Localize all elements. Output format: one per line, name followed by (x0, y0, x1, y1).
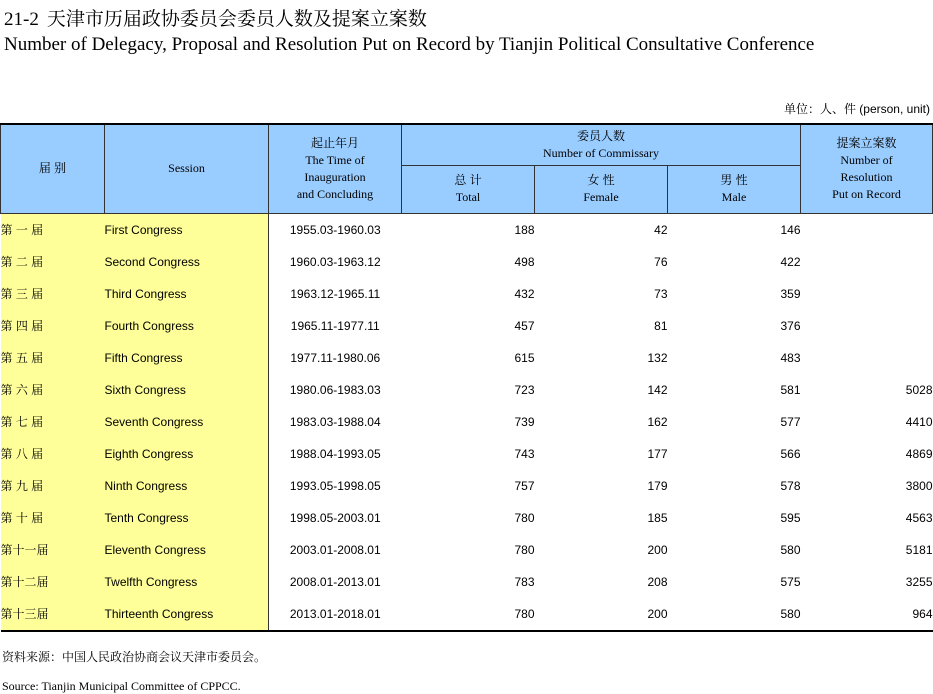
cell-female: 162 (647, 414, 668, 429)
cell-resolution (801, 246, 933, 278)
cell-resolution: 4869 (905, 446, 933, 461)
cell-time: 1965.11-1977.11 (290, 318, 380, 333)
cell-session: Fourth Congress (105, 310, 269, 342)
cell-male: 146 (780, 222, 801, 237)
cell-time: 1955.03-1960.03 (289, 222, 381, 237)
cell-male: 577 (780, 414, 801, 429)
table-row (1, 438, 933, 470)
cell-total: 743 (514, 446, 535, 461)
cell-male: 578 (780, 478, 801, 493)
cell-female: 142 (647, 382, 668, 397)
header-session: Session (105, 124, 269, 213)
header-resolution: 提案立案数 Number of Resolution Put on Record (801, 124, 933, 213)
cell-resolution: 3255 (905, 574, 933, 589)
cell-total: 739 (514, 414, 535, 429)
cell-total: 723 (514, 382, 535, 397)
table-row (1, 406, 933, 438)
source-note-cn: 资料来源：中国人民政治协商会议天津市委员会。 (2, 650, 267, 664)
cell-male: 575 (780, 574, 801, 589)
cell-time: 1998.05-2003.01 (289, 510, 381, 525)
cell-resolution: 3800 (905, 478, 933, 493)
page-title-en: Number of Delegacy, Proposal and Resolution Put on Record by Tianjin Political Consultative Conference (4, 34, 815, 55)
cell-resolution: 964 (801, 598, 933, 631)
cell-time: 1993.05-1998.05 (289, 478, 381, 493)
cell-female: 73 (654, 286, 668, 301)
cell-bie: 第 十 届 (1, 502, 105, 534)
cell-time: 1980.06-1983.03 (289, 382, 381, 397)
table-row (1, 598, 933, 631)
cell-time: 2013.01-2018.01 (269, 598, 402, 631)
cell-female: 132 (647, 350, 668, 365)
header-commissary: 委员人数 Number of Commissary (402, 124, 801, 165)
cell-male: 376 (780, 318, 801, 333)
cell-male: 581 (780, 382, 801, 397)
cell-bie: 第 八 届 (1, 438, 105, 470)
cell-female: 177 (647, 446, 668, 461)
cell-male: 359 (780, 286, 801, 301)
statistics-table (0, 123, 933, 632)
header-total: 总 计 Total (402, 165, 535, 213)
cell-male: 422 (780, 254, 801, 269)
cell-total: 457 (514, 318, 535, 333)
unit-label: 单位：人、件 (person, unit) (783, 102, 930, 116)
title-cn-text: 天津市历届政协委员会委员人数及提案立案数 (46, 9, 427, 30)
cell-session: Ninth Congress (105, 470, 269, 502)
cell-total: 780 (514, 510, 535, 525)
cell-session: First Congress (105, 213, 269, 246)
table-row (1, 246, 933, 278)
cell-total: 757 (514, 478, 535, 493)
cell-bie: 第 七 届 (1, 406, 105, 438)
cell-time: 1963.12-1965.11 (290, 286, 381, 301)
cell-resolution: 5181 (905, 542, 933, 557)
cell-bie: 第 三 届 (1, 278, 105, 310)
cell-bie: 第十三届 (1, 598, 105, 631)
cell-session: Fifth Congress (105, 342, 269, 374)
cell-time: 1977.11-1980.06 (290, 350, 381, 365)
cell-male: 595 (780, 510, 801, 525)
cell-time: 2008.01-2013.01 (289, 574, 381, 589)
cell-bie: 第 九 届 (1, 470, 105, 502)
header-male: 男 性 Male (668, 165, 801, 213)
cell-time: 1960.03-1963.12 (289, 254, 381, 269)
cell-resolution (801, 310, 933, 342)
cell-male: 566 (780, 446, 801, 461)
cell-total: 498 (514, 254, 535, 269)
cell-session: Third Congress (105, 278, 269, 310)
cell-total: 780 (402, 598, 535, 631)
cell-time: 1983.03-1988.04 (289, 414, 381, 429)
table-row (1, 566, 933, 598)
cell-time: 1988.04-1993.05 (289, 446, 381, 461)
cell-male: 580 (668, 598, 801, 631)
cell-male: 483 (780, 350, 801, 365)
table-row (1, 374, 933, 406)
cell-female: 81 (654, 318, 668, 333)
table-row (1, 278, 933, 310)
cell-resolution (801, 342, 933, 374)
cell-session: Sixth Congress (105, 374, 269, 406)
cell-female: 200 (535, 598, 668, 631)
cell-bie: 第 四 届 (1, 310, 105, 342)
cell-bie: 第 一 届 (1, 213, 105, 246)
table-row (1, 213, 933, 246)
table-row (1, 534, 933, 566)
cell-session: Thirteenth Congress (105, 598, 269, 631)
cell-resolution: 5028 (905, 382, 933, 397)
table-row (1, 342, 933, 374)
cell-bie: 第十二届 (1, 566, 105, 598)
cell-female: 200 (647, 542, 668, 557)
table-body (1, 213, 933, 631)
cell-session: Tenth Congress (105, 502, 269, 534)
cell-session: Eleventh Congress (105, 534, 269, 566)
cell-female: 179 (647, 478, 668, 493)
cell-bie: 第 六 届 (1, 374, 105, 406)
header-time: 起止年月 The Time of Inauguration and Concluding (269, 124, 402, 213)
cell-male: 580 (780, 542, 801, 557)
cell-resolution (801, 278, 933, 310)
cell-total: 615 (514, 350, 535, 365)
cell-bie: 第 二 届 (1, 246, 105, 278)
cell-session: Second Congress (105, 246, 269, 278)
cell-total: 780 (514, 542, 535, 557)
cell-resolution (801, 213, 933, 246)
table-row (1, 310, 933, 342)
cell-total: 783 (514, 574, 535, 589)
cell-total: 188 (514, 222, 535, 237)
table-header (1, 124, 933, 213)
table-number: 21-2 (4, 9, 39, 30)
table-row (1, 470, 933, 502)
page-title-cn (4, 4, 427, 31)
table-row (1, 502, 933, 534)
cell-female: 76 (654, 254, 668, 269)
source-note-en: Source: Tianjin Municipal Committee of CPPCC. (2, 679, 241, 693)
cell-session: Eighth Congress (105, 438, 269, 470)
cell-resolution: 4563 (905, 510, 933, 525)
cell-time: 2003.01-2008.01 (289, 542, 381, 557)
cell-bie: 第 五 届 (1, 342, 105, 374)
cell-total: 432 (514, 286, 535, 301)
cell-bie: 第十一届 (1, 534, 105, 566)
header-bie: 届 别 (1, 124, 105, 213)
cell-session: Twelfth Congress (105, 566, 269, 598)
cell-female: 185 (647, 510, 668, 525)
cell-resolution: 4410 (905, 414, 933, 429)
cell-female: 208 (647, 574, 668, 589)
cell-female: 42 (654, 222, 668, 237)
cell-session: Seventh Congress (105, 406, 269, 438)
header-female: 女 性 Female (535, 165, 668, 213)
